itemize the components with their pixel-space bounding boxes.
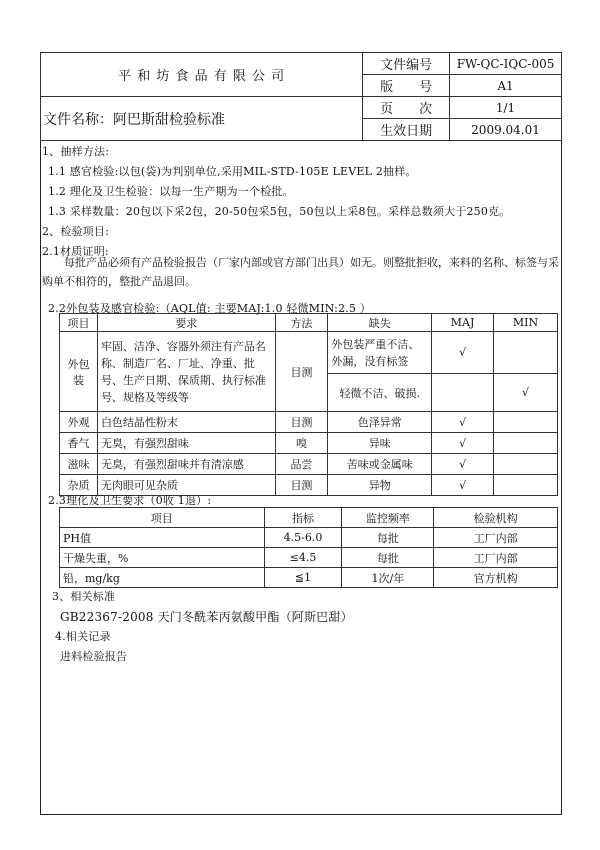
row-item: 杂质 [60, 475, 98, 496]
pack-defect-major-min [494, 332, 558, 374]
row-requirement: 无肉眼可见杂质 [97, 475, 275, 496]
col-item: 项目 [60, 314, 98, 332]
doc-no-label: 文件编号 [363, 53, 450, 75]
section-2-3-title: 2.3理化及卫生要求（0收 1退）: [48, 494, 212, 507]
section-1-item-1: 1.1 感官检验:以包(袋)为判别单位,采用MIL-STD-105E LEVEL 2抽样。 [48, 165, 417, 178]
section-1-item-2: 1.2 理化及卫生检验：以每一生产期为一个检批。 [48, 185, 294, 198]
pack-defect-major-maj: √ [432, 332, 494, 374]
version-value: A1 [450, 75, 562, 97]
section-3-title: 3、相关标准 [52, 590, 116, 603]
col-method: 方法 [275, 314, 328, 332]
row-min [494, 454, 558, 475]
row-maj: √ [432, 412, 494, 433]
row-item: 滋味 [60, 454, 98, 475]
section-2-2-title: 2.2外包装及感官检验:（AQL值: 主要MAJ:1.0 轻微MIN:2.5 ） [48, 302, 372, 315]
table-row [60, 454, 558, 475]
col-requirement: 要求 [97, 314, 275, 332]
row-spec: ≤4.5 [264, 548, 342, 568]
pack-item: 外包装 [60, 332, 98, 412]
row-item: 干燥失重，% [60, 548, 265, 568]
row-requirement: 无臭，有强烈甜味 [97, 433, 275, 454]
row-organization: 工厂内部 [434, 548, 558, 568]
row-spec: ≦1 [264, 568, 342, 588]
document-title: 文件名称：阿巴斯甜检验标准 [41, 97, 363, 141]
row-defect: 异味 [328, 433, 432, 454]
section-2-1-text: 每批产品必须有产品检验报告（厂家内部或官方部门出具）如无。则整批拒收，来料的名称、标签与采购单不相符的，整批产品退回。 [42, 256, 559, 288]
col-frequency: 监控频率 [342, 508, 434, 528]
pack-defect-minor-min: √ [494, 374, 558, 412]
section-1-item-3: 1.3 采样数量：20包以下采2包，20-50包采5包，50包以上采8包。采样总数须大于250克。 [48, 205, 511, 218]
row-requirement: 白色结晶性粉末 [97, 412, 275, 433]
section-2-title: 2、检验项目: [42, 225, 110, 238]
row-method: 嗅 [275, 433, 328, 454]
section-1-title: 1、抽样方法: [42, 145, 110, 158]
row-frequency: 每批 [342, 528, 434, 548]
page-value: 1/1 [450, 97, 562, 119]
table-row [60, 568, 558, 588]
pack-defect-minor-maj [432, 374, 494, 412]
section-4-text: 进料检验报告 [60, 650, 128, 663]
row-organization: 工厂内部 [434, 528, 558, 548]
table-row [60, 528, 558, 548]
col-min: MIN [494, 314, 558, 332]
row-method: 目测 [275, 475, 328, 496]
row-maj: √ [432, 454, 494, 475]
section-2-1-title: 2.1材质证明: [42, 245, 109, 258]
header-table [40, 52, 562, 141]
col-organization: 检验机构 [434, 508, 558, 528]
col-item: 项目 [60, 508, 265, 528]
table-row [60, 412, 558, 433]
table-row [60, 433, 558, 454]
row-method: 目测 [275, 412, 328, 433]
row-frequency: 每批 [342, 548, 434, 568]
row-defect: 苦味或金属味 [328, 454, 432, 475]
row-item: PH值 [60, 528, 265, 548]
pack-defect-minor: 轻微不洁、破损. [328, 374, 432, 412]
row-maj: √ [432, 433, 494, 454]
row-defect: 异物 [328, 475, 432, 496]
col-spec: 指标 [264, 508, 342, 528]
row-defect: 色泽异常 [328, 412, 432, 433]
row-item: 外观 [60, 412, 98, 433]
row-min [494, 433, 558, 454]
row-method: 品尝 [275, 454, 328, 475]
row-requirement: 无臭，有强烈甜味并有清凉感 [97, 454, 275, 475]
pack-defect-major: 外包装严重不洁、外漏，没有标签 [328, 332, 432, 374]
doc-no-value: FW-QC-IQC-005 [450, 53, 562, 75]
version-label: 版 号 [363, 75, 450, 97]
col-defect: 缺失 [328, 314, 432, 332]
pack-requirement: 牢固、洁净、容器外须注有产品名称、制造厂名、厂址、净重、批号、生产日期、保质期、执行标准号、规格及等级等 [97, 332, 275, 412]
section-4-title: 4.相关记录 [55, 630, 111, 643]
row-spec: 4.5-6.0 [264, 528, 342, 548]
row-min [494, 475, 558, 496]
row-item: 香气 [60, 433, 98, 454]
physicochemical-table [59, 507, 558, 588]
col-maj: MAJ [432, 314, 494, 332]
row-organization: 官方机构 [434, 568, 558, 588]
row-item: 铅，mg/kg [60, 568, 265, 588]
row-frequency: 1次/年 [342, 568, 434, 588]
sensory-inspection-table [59, 313, 558, 496]
effective-date-value: 2009.04.01 [450, 119, 562, 141]
row-maj: √ [432, 475, 494, 496]
effective-date-label: 生效日期 [363, 119, 450, 141]
company-name: 平 和 坊 食 品 有 限 公 司 [41, 53, 363, 97]
page-label: 页 次 [363, 97, 450, 119]
table-row [60, 548, 558, 568]
row-min [494, 412, 558, 433]
pack-method: 目测 [275, 332, 328, 412]
section-3-text: GB22367-2008 天门冬酰苯丙氨酸甲酯（阿斯巴甜） [60, 610, 353, 624]
